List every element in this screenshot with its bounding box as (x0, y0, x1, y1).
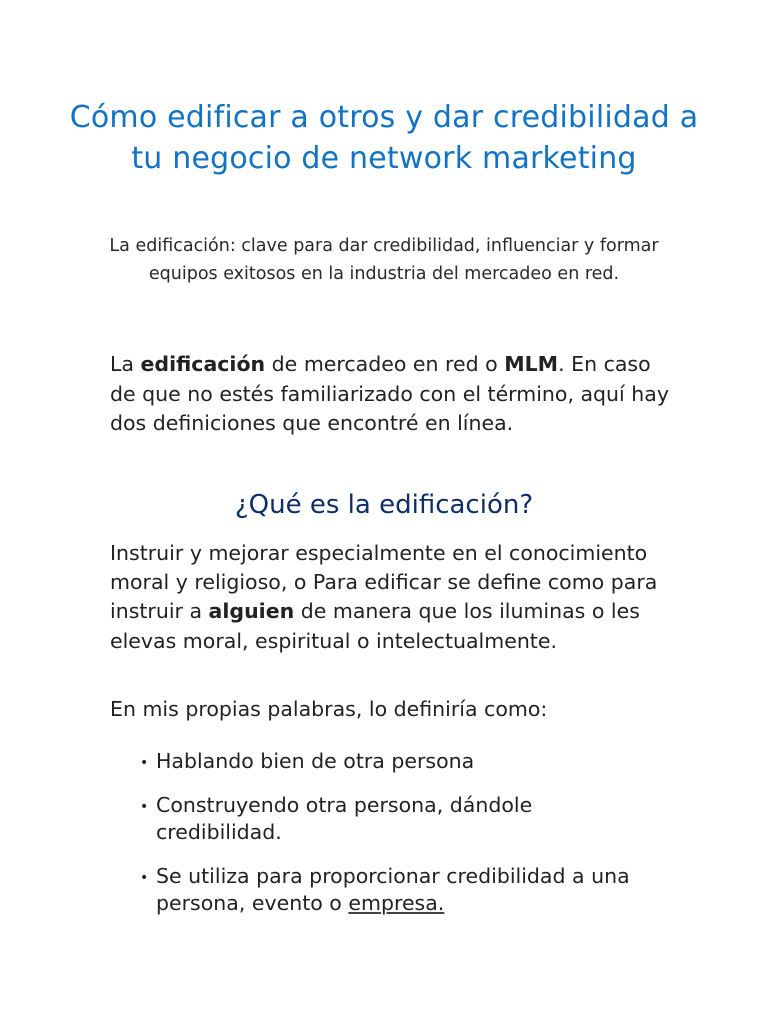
intro-text-3: . En caso de que no estés familiarizado con el término, aquí hay dos definiciones que encontré en línea. (110, 352, 669, 435)
definition-list (140, 748, 650, 934)
list-item (140, 863, 650, 918)
section-heading: ¿Qué es la edificación? (234, 490, 534, 520)
list-item-text: Construyendo otra persona, dándole credibilidad. (156, 792, 533, 844)
document-subtitle: La edificación: clave para dar credibilidad, influenciar y formar equipos exitosos en la industria del mercadeo en red. (109, 236, 659, 284)
list-item-text: Se utiliza para proporcionar credibilidad a una persona, evento o (156, 863, 630, 915)
document-title: Cómo edificar a otros y dar credibilidad a tu negocio de network marketing (69, 100, 699, 176)
definition-bold-alguien: alguien (208, 599, 295, 624)
list-item (140, 792, 650, 847)
definition-text-2: de manera que los iluminas o les elevas moral, espiritual o intelectualmente. (110, 599, 640, 653)
list-lead-paragraph: En mis propias palabras, lo definiría como: (110, 697, 548, 721)
intro-paragraph (110, 350, 670, 439)
list-item (140, 748, 650, 776)
bullet-marker: • (140, 798, 149, 815)
definition-text-1: Instruir y mejorar especialmente en el conocimiento moral y religioso, o Para edificar se define como para instruir a (110, 541, 658, 624)
definition-paragraph (110, 539, 670, 656)
empresa-link[interactable]: empresa. (348, 891, 445, 915)
list-item-text: Hablando bien de otra persona (156, 749, 475, 773)
intro-text-2: de mercadeo en red o (265, 352, 505, 376)
intro-text-1: La (110, 352, 141, 376)
intro-bold-edificacion: edificación (140, 352, 266, 376)
intro-bold-mlm: MLM (504, 352, 559, 376)
bullet-marker: • (140, 869, 149, 886)
bullet-marker: • (140, 755, 149, 771)
